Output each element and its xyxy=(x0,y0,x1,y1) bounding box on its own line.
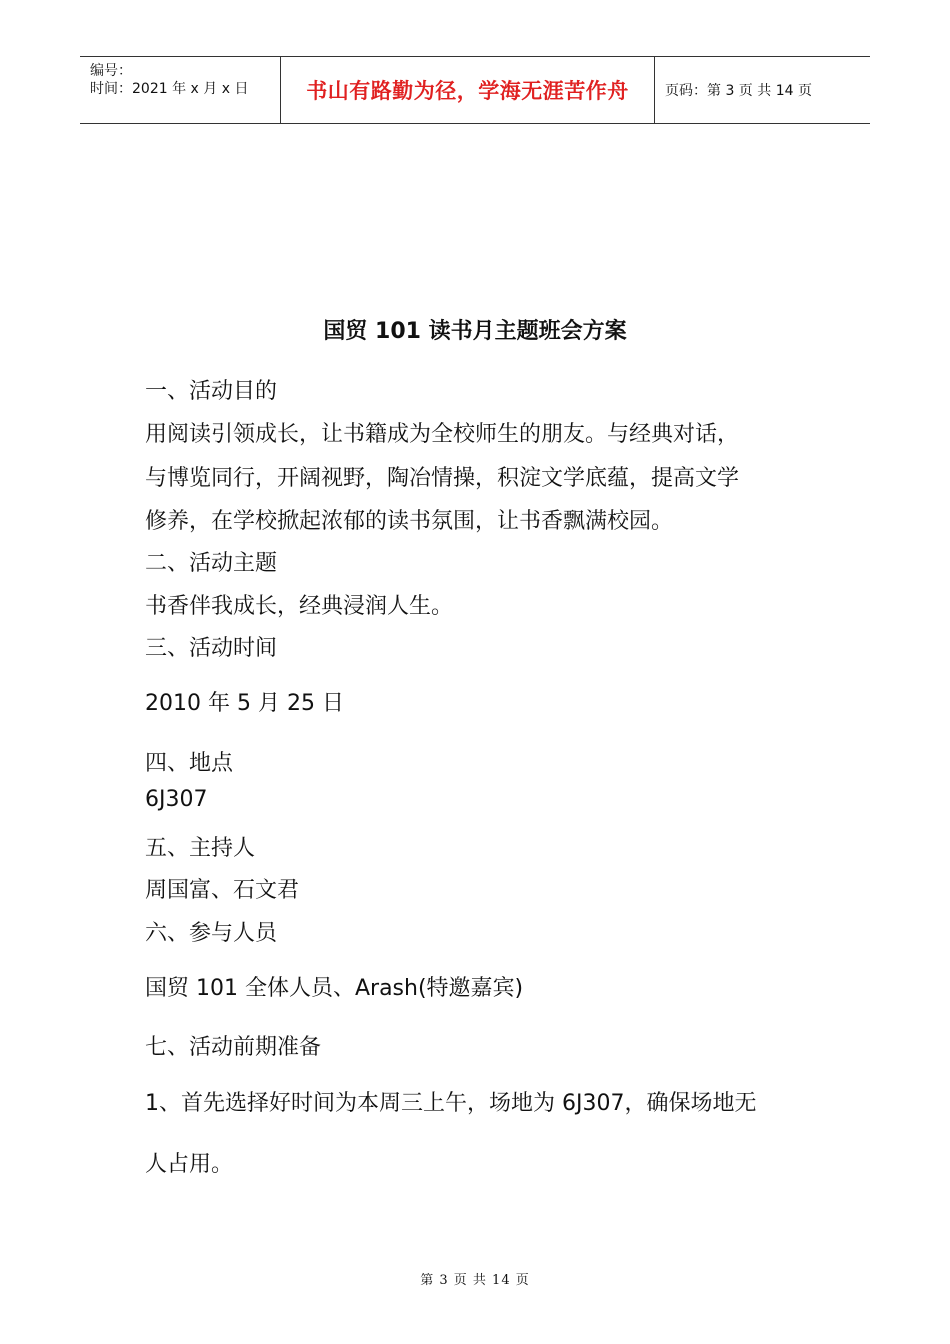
page-footer: 第 3 页 共 14 页 xyxy=(420,1273,530,1288)
body-line-location: 6J307 xyxy=(145,787,208,812)
header-table xyxy=(80,56,870,124)
body-line: 用阅读引领成长，让书籍成为全校师生的朋友。与经典对话， xyxy=(145,422,740,447)
header-page-cell xyxy=(655,57,870,123)
body-line: 与博览同行，开阔视野，陶冶情操，积淀文学底蕴，提高文学 xyxy=(145,466,740,491)
body-line: 修养，在学校掀起浓郁的读书氛围，让书香飘满校园。 xyxy=(145,509,674,534)
body-line: 书香伴我成长，经典浸润人生。 xyxy=(145,594,454,619)
body-line-participants: 国贸 101 全体人员、Arash(特邀嘉宾) xyxy=(145,976,524,1001)
header-motto-cell xyxy=(281,57,655,123)
body-line: 人占用。 xyxy=(145,1152,234,1177)
section-heading-time: 三、活动时间 xyxy=(145,636,278,661)
section-heading-participants: 六、参与人员 xyxy=(145,921,278,946)
header-page-info: 页码：第 3 页 共 14 页 xyxy=(665,83,812,99)
section-heading-theme: 二、活动主题 xyxy=(145,551,278,576)
document-time-label: 时间：2021 年 x 月 x 日 xyxy=(90,81,249,97)
body-line-date: 2010 年 5 月 25 日 xyxy=(145,691,344,716)
header-motto: 书山有路勤为径，学海无涯苦作舟 xyxy=(306,79,629,103)
header-meta-cell xyxy=(80,57,281,123)
body-line-hosts: 周国富、石文君 xyxy=(145,878,300,903)
body-line: 1、首先选择好时间为本周三上午，场地为 6J307，确保场地无 xyxy=(145,1091,757,1116)
section-heading-host: 五、主持人 xyxy=(145,836,256,861)
section-heading-preparation: 七、活动前期准备 xyxy=(145,1035,322,1060)
section-heading-location: 四、地点 xyxy=(145,751,234,776)
document-title: 国贸 101 读书月主题班会方案 xyxy=(323,319,627,344)
section-heading-purpose: 一、活动目的 xyxy=(145,379,278,404)
document-number-label: 编号： xyxy=(90,63,132,79)
